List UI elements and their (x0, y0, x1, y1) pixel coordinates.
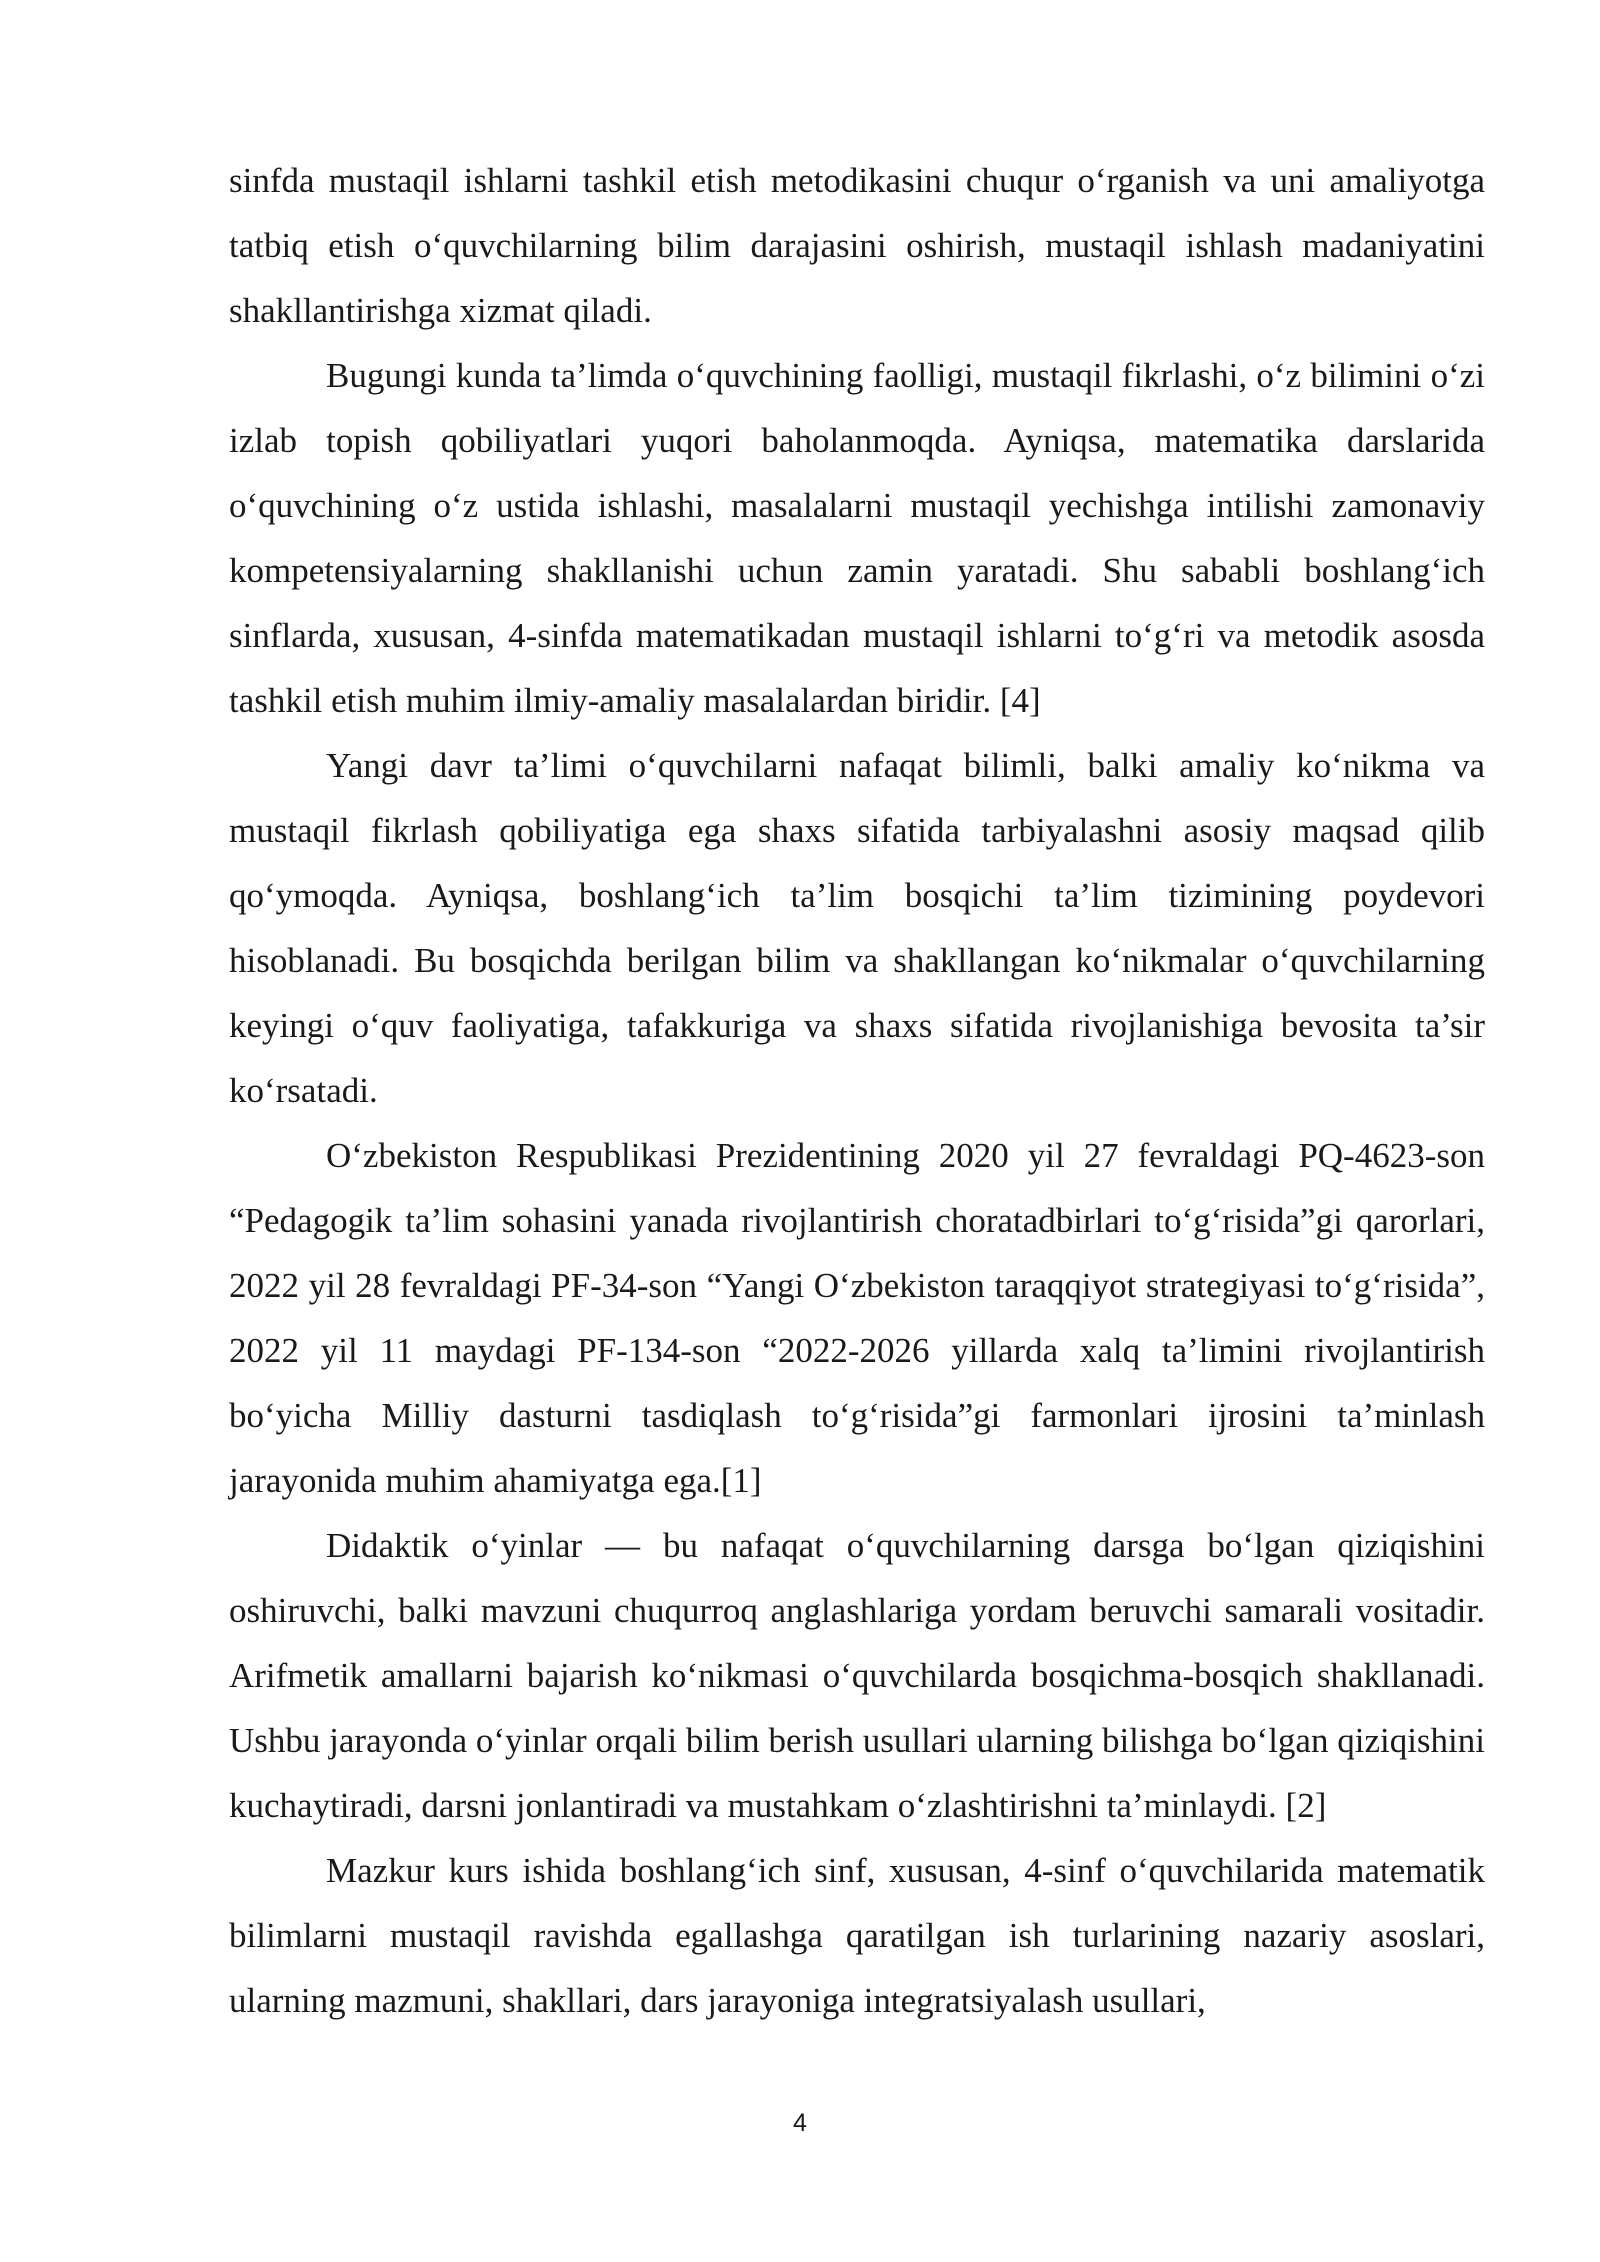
body-text (229, 148, 1485, 2033)
page-number: 4 (793, 2109, 807, 2137)
paragraph-didactic-games: Didaktik o‘yinlar — bu nafaqat o‘quvchilarning darsga bo‘lgan qiziqishini oshiruvchi, balki mavzuni chuqurroq anglashlariga yordam beruvchi samarali vositadir. Arifmetik amallarni bajarish ko‘nikmasi o‘quvchilarda bosqichma-bosqich shakllanadi. Ushbu jarayonda o‘yinlar orqali bilim berish usullari ularning bilishga bo‘lgan qiziqishini kuchaytiradi, darsni jonlantiradi va mustahkam o‘zlashtirishni ta’minlaydi. [2] (229, 1526, 1485, 1825)
paragraph-presidential-decrees: O‘zbekiston Respublikasi Prezidentining 2020 yil 27 fevraldagi PQ-4623-son “Pedagogik ta’lim sohasini yanada rivojlantirish choratadbirlari to‘g‘risida”gi qarorlari, 2022 yil 28 fevraldagi PF-34-son “Yangi O‘zbekiston taraqqiyot strategiyasi to‘g‘risida”, 2022 yil 11 maydagi PF-134-son “2022-2026 yillarda xalq ta’limini rivojlantirish bo‘yicha Milliy dasturni tasdiqlash to‘g‘risida”gi farmonlari ijrosini ta’minlash jarayonida muhim ahamiyatga ega.[1] (229, 1136, 1485, 1500)
paragraph-course-work: Mazkur kurs ishida boshlang‘ich sinf, xususan, 4-sinf o‘quvchilarida matematik bilimlarni mustaqil ravishda egallashga qaratilgan ish turlarining nazariy asoslari, ularning mazmuni, shakllari, dars jarayoniga integratsiyalash usullari, (229, 1851, 1485, 2020)
paragraph-continuation: sinfda mustaqil ishlarni tashkil etish metodikasini chuqur o‘rganish va uni amaliyotga tatbiq etish o‘quvchilarning bilim darajasini oshirish, mustaqil ishlash madaniyatini shakllantirishga xizmat qiladi. (229, 161, 1485, 330)
paragraph-student-activity: Bugungi kunda ta’limda o‘quvchining faolligi, mustaqil fikrlashi, o‘z bilimini o‘zi izlab topish qobiliyatlari yuqori baholanmoqda. Ayniqsa, matematika darslarida o‘quvchining o‘z ustida ishlashi, masalalarni mustaqil yechishga intilishi zamonaviy kompetensiyalarning shakllanishi uchun zamin yaratadi. Shu sababli boshlang‘ich sinflarda, xususan, 4-sinfda matematikadan mustaqil ishlarni to‘g‘ri va metodik asosda tashkil etish muhim ilmiy-amaliy masalalardan biridir. [4] (229, 356, 1485, 720)
paragraph-new-era-education: Yangi davr ta’limi o‘quvchilarni nafaqat bilimli, balki amaliy ko‘nikma va mustaqil fikrlash qobiliyatiga ega shaxs sifatida tarbiyalashni asosiy maqsad qilib qo‘ymoqda. Ayniqsa, boshlang‘ich ta’lim bosqichi ta’lim tizimining poydevori hisoblanadi. Bu bosqichda berilgan bilim va shakllangan ko‘nikmalar o‘quvchilarning keyingi o‘quv faoliyatiga, tafakkuriga va shaxs sifatida rivojlanishiga bevosita ta’sir ko‘rsatadi. (229, 746, 1485, 1110)
